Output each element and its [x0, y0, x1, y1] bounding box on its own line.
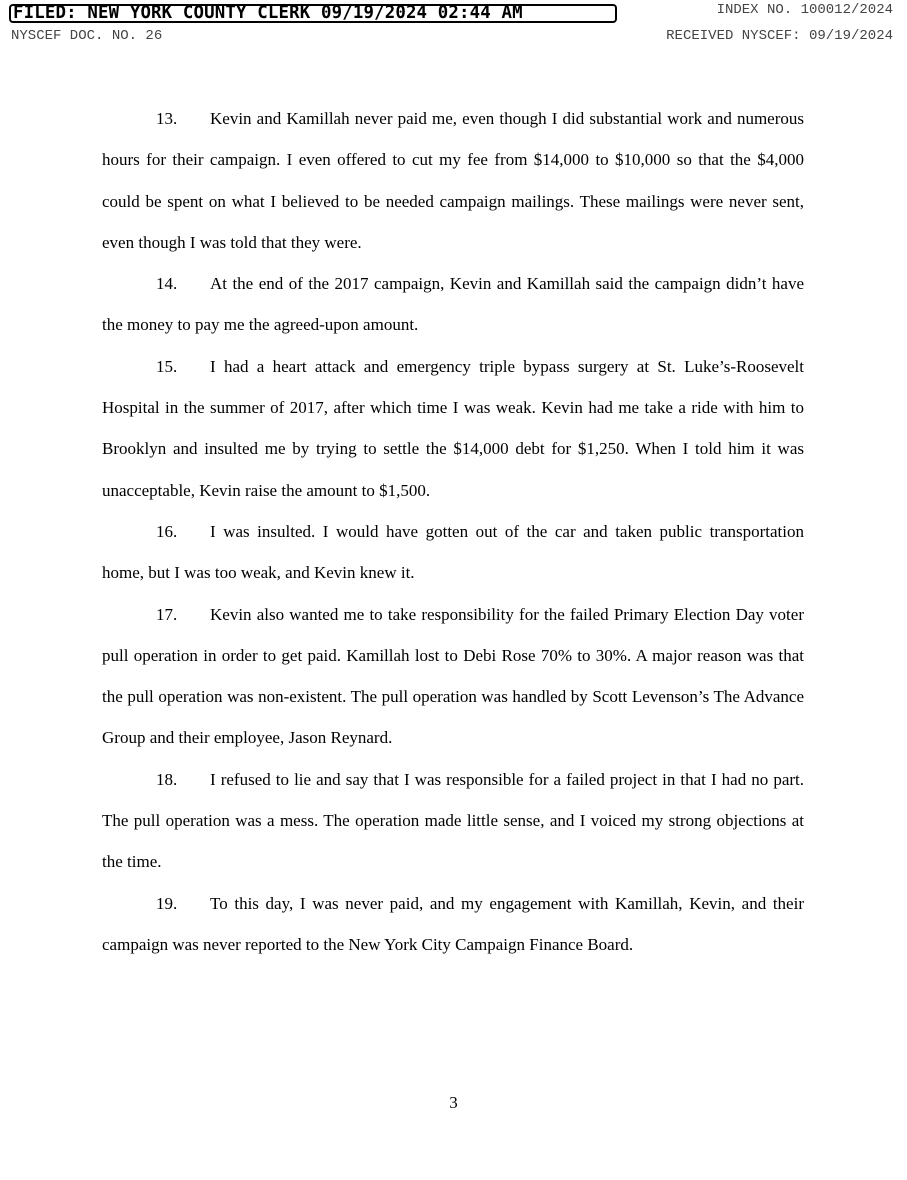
paragraph-number: 19.	[156, 893, 178, 913]
paragraph-text: I had a heart attack and emergency triple bypass surgery at St. Luke’s-Roosevelt Hospital in the summer of 2017, after which time I was weak. Kevin had me take a ride with him to Brooklyn and insulted me by trying to settle the $14,000 debt for $1,250. When I told him it was unacceptable, Kevin raise the amount to $1,500.	[102, 356, 804, 500]
paragraph-number: 17.	[156, 604, 178, 624]
paragraph-number: 16.	[156, 521, 178, 541]
page-number: 3	[449, 1093, 458, 1112]
paragraph-14	[102, 263, 804, 346]
paragraph-text: Kevin also wanted me to take responsibility for the failed Primary Election Day voter pull operation in order to get paid. Kamillah lost to Debi Rose 70% to 30%. A major reason was that the pull operation was non-existent. The pull operation was handled by Scott Levenson’s The Advance Group and their employee, Jason Reynard.	[102, 604, 804, 748]
paragraph-text: To this day, I was never paid, and my engagement with Kamillah, Kevin, and their campaign was never reported to the New York City Campaign Finance Board.	[102, 893, 804, 954]
paragraph-number: 14.	[156, 274, 178, 294]
document-body	[102, 98, 804, 965]
paragraph-text: At the end of the 2017 campaign, Kevin and Kamillah said the campaign didn’t have the money to pay me the agreed-upon amount.	[102, 274, 804, 335]
paragraph-text: Kevin and Kamillah never paid me, even though I did substantial work and numerous hours for their campaign. I even offered to cut my fee from $14,000 to $10,000 so that the $4,000 could be spent on what I believed to be needed campaign mailings. These mailings were never sent, even though I was told that they were.	[102, 109, 804, 252]
paragraph-17	[102, 594, 804, 759]
paragraph-number: 13.	[156, 109, 178, 128]
paragraph-text: I was insulted. I would have gotten out of the car and taken public transportation home, but I was too weak, and Kevin knew it.	[102, 521, 804, 583]
paragraph-15	[102, 346, 804, 511]
index-number: INDEX NO. 100012/2024	[716, 2, 893, 18]
filed-stamp: FILED: NEW YORK COUNTY CLERK 09/19/2024 02:44 AM	[9, 4, 617, 23]
paragraph-text: I refused to lie and say that I was responsible for a failed project in that I had no part. The pull operation was a mess. The operation made little sense, and I voiced my strong objections at the time.	[102, 769, 804, 872]
paragraph-number: 18.	[156, 769, 178, 789]
paragraph-number: 15.	[156, 356, 178, 376]
paragraph-18	[102, 759, 804, 883]
nyscef-doc-number: NYSCEF DOC. NO. 26	[11, 28, 163, 44]
paragraph-13	[102, 98, 804, 263]
received-date: RECEIVED NYSCEF: 09/19/2024	[666, 28, 893, 44]
paragraph-16	[102, 511, 804, 594]
paragraph-19	[102, 883, 804, 966]
